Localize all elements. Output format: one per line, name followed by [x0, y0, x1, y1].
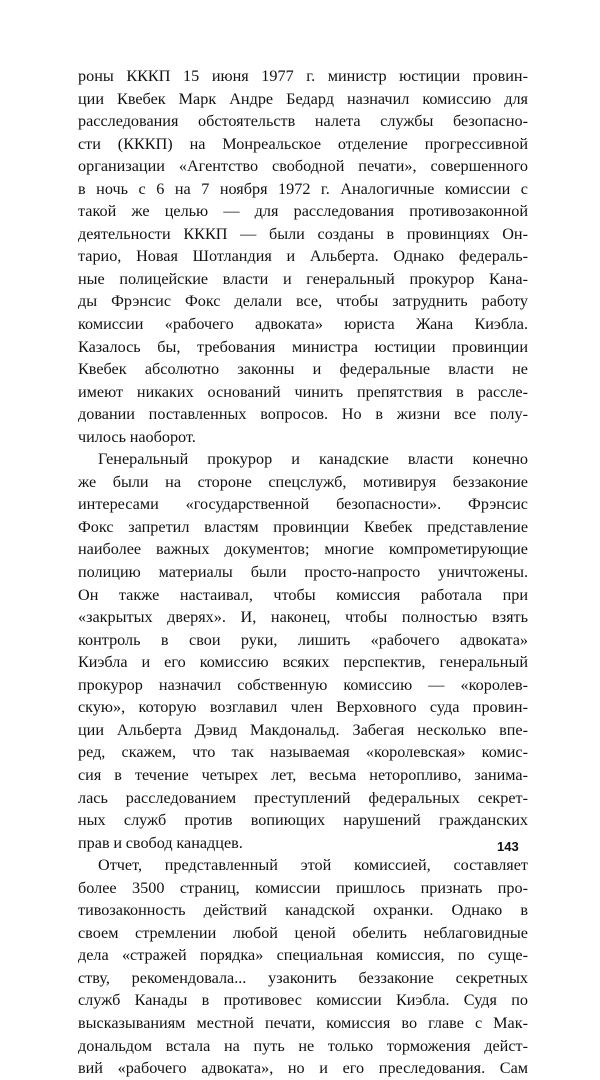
text-line: дела «стражей порядка» специальная комиссия, по суще- — [78, 946, 528, 965]
text-line: ции Альберта Дэвид Макдональд. Забегая несколько впе- — [78, 720, 528, 739]
text-line: высказываниям местной печати, комиссия во главе с Мак- — [78, 1013, 528, 1032]
text-line: деятельности КККП — были созданы в провинциях Он- — [78, 224, 528, 243]
text-line: вий «рабочего адвоката», но и его преследования. Сам — [78, 1059, 528, 1078]
body-text — [78, 65, 528, 1080]
text-line: ред, скажем, что так называемая «королевская» комис- — [78, 743, 528, 762]
text-line: прокурор назначил собственную комиссию — «королев- — [78, 675, 528, 694]
text-line: дональдом встала на путь не только торможения дейст- — [78, 1036, 528, 1055]
page-number: 143 — [497, 839, 519, 854]
text-line: Фокс запретил властям провинции Квебек представление — [78, 517, 528, 536]
text-line: Киэбла и его комиссию всяких перспектив, генеральный — [78, 653, 528, 672]
text-line: расследования обстоятельств налета службы безопасно- — [78, 112, 528, 131]
text-line: ные полицейские власти и генеральный прокурор Кана- — [78, 269, 528, 288]
text-line: такой же целью — для расследования противозаконной — [78, 202, 528, 221]
text-line: контроль в свои руки, лишить «рабочего адвоката» — [78, 630, 528, 649]
text-line: ды Фрэнсис Фокс делали все, чтобы затруднить работу — [78, 292, 528, 311]
text-line: сия в течение четырех лет, весьма неторопливо, занима- — [78, 765, 528, 784]
text-line: тивозаконность действий канадской охранки. Однако в — [78, 901, 528, 920]
text-line: прав и свобод канадцев. — [78, 833, 243, 852]
text-line: скую», которую возглавил член Верховного суда провин- — [78, 698, 528, 717]
text-line: Казалось бы, требования министра юстиции провинции — [78, 337, 528, 356]
text-line: ции Квебек Марк Андре Бедард назначил комиссию для — [78, 89, 528, 108]
text-line: своем стремлении любой ценой обелить неблаговидные — [78, 923, 528, 942]
text-line: ству, рекомендовала... узаконить беззаконие секретных — [78, 968, 528, 987]
text-line: Квебек абсолютно законны и федеральные власти не — [78, 360, 528, 379]
text-line: довании поставленных вопросов. Но в жизни все полу- — [78, 405, 528, 424]
text-line: же были на стороне спецслужб, мотивируя беззаконие — [78, 472, 528, 491]
text-line: организации «Агентство свободной печати», совершенного — [78, 157, 528, 176]
text-line: ных служб против вопиющих нарушений гражданских — [78, 811, 528, 830]
text-line: «закрытых дверях». И, наконец, чтобы полностью взять — [78, 608, 528, 627]
text-line: тарио, Новая Шотландия и Альберта. Однако федераль- — [78, 247, 528, 266]
text-line: полицию материалы были просто-напросто уничтожены. — [78, 563, 528, 582]
text-line: интересами «государственной безопасности». Фрэнсис — [78, 495, 528, 514]
text-line: Он также настаивал, чтобы комиссия работала при — [78, 585, 528, 604]
text-line: служб Канады в противовес комиссии Киэбла. Судя по — [78, 991, 528, 1010]
text-line: чилось наоборот. — [78, 427, 196, 446]
text-line: комиссии «рабочего адвоката» юриста Жана Киэбла. — [78, 315, 528, 334]
paragraph-first-line: Генеральный прокурор и канадские власти конечно — [98, 450, 528, 469]
text-line: в ночь с 6 на 7 ноября 1972 г. Аналогичные комиссии с — [78, 179, 528, 198]
text-line: роны КККП 15 июня 1977 г. министр юстиции провин- — [78, 67, 528, 85]
text-line: имеют никаких оснований чинить препятствия в рассле- — [78, 382, 528, 401]
text-line: лась расследованием преступлений федеральных секрет- — [78, 788, 528, 807]
text-line: наиболее важных документов; многие компрометирующие — [78, 540, 528, 559]
text-line: более 3500 страниц, комиссии пришлось признать про- — [78, 878, 528, 897]
paragraph-first-line: Отчет, представленный этой комиссией, составляет — [98, 856, 528, 875]
text-line: сти (КККП) на Монреальское отделение прогрессивной — [78, 134, 528, 153]
